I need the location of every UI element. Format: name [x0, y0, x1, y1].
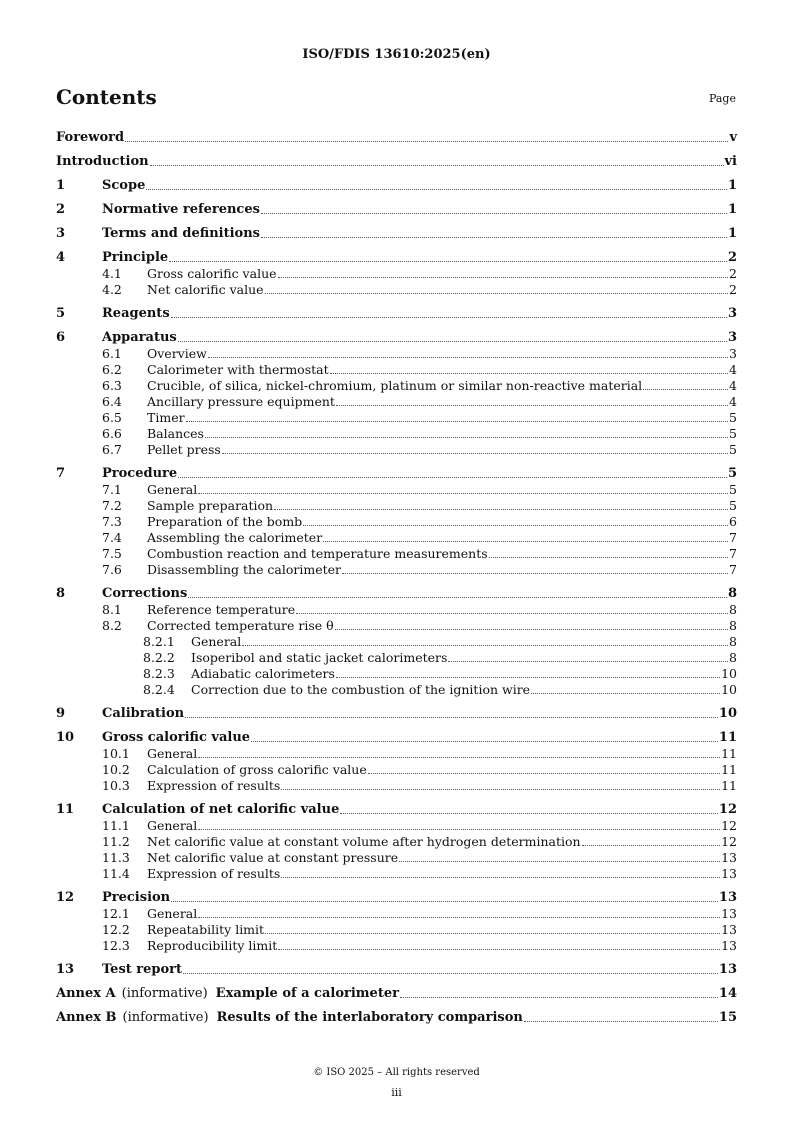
toc-dot-leader [342, 573, 728, 574]
toc-entry-page: 8 [727, 586, 737, 601]
toc-entry-title: Expression of results [147, 866, 281, 881]
toc-entry-page: 3 [727, 306, 737, 321]
toc-entry-title: Combustion reaction and temperature measurements [147, 546, 488, 561]
toc-dot-leader [274, 509, 728, 510]
toc-entry-page: 13 [721, 866, 737, 881]
toc-entry[interactable] [56, 985, 737, 1001]
toc-entry[interactable] [102, 601, 737, 617]
page-column-label: Page [708, 92, 736, 105]
toc-entry-number: 7.5 [102, 546, 122, 561]
toc-entry-page: v [729, 130, 737, 145]
toc-entry-title: Calculation of net calorific value [102, 802, 340, 817]
toc-entry-number: 3 [56, 226, 66, 241]
page-title: Contents [56, 85, 157, 109]
toc-entry[interactable] [56, 585, 737, 601]
toc-entry-number: 6 [56, 330, 66, 345]
toc-entry-page: 7 [729, 562, 737, 577]
toc-entry[interactable] [143, 649, 737, 665]
toc-dot-leader [399, 861, 720, 862]
toc-entry-title: General [147, 818, 198, 833]
toc-dot-leader [643, 389, 728, 390]
toc-dot-leader [208, 357, 728, 358]
toc-entry-page: 13 [718, 962, 737, 977]
toc-entry-title: Reference temperature [147, 602, 296, 617]
toc-entry[interactable] [102, 849, 737, 865]
toc-entry-number: 13 [56, 962, 75, 977]
toc-entry[interactable] [102, 425, 737, 441]
toc-dot-leader [251, 741, 718, 742]
toc-dot-leader [582, 845, 721, 846]
toc-entry-page: 3 [729, 346, 737, 361]
toc-entry[interactable] [102, 529, 737, 545]
toc-dot-leader [242, 645, 728, 646]
toc-entry-number: 4.2 [102, 282, 122, 297]
toc-entry-page: 4 [729, 394, 737, 409]
toc-entry-title: Gross calorific value [147, 266, 277, 281]
toc-entry[interactable] [143, 681, 737, 697]
toc-dot-leader [340, 813, 718, 814]
toc-entry-number: 7.1 [102, 482, 122, 497]
toc-entry-number: 1 [56, 178, 66, 193]
toc-entry-title: General [147, 906, 198, 921]
toc-entry-title: General [147, 482, 198, 497]
toc-entry-page: 8 [729, 618, 737, 633]
toc-entry[interactable] [56, 153, 737, 169]
toc-entry[interactable] [102, 921, 737, 937]
toc-entry-title: Apparatus [102, 330, 177, 345]
toc-dot-leader [448, 661, 728, 662]
toc-entry[interactable] [102, 905, 737, 921]
toc-entry-title: Expression of results [147, 778, 281, 793]
toc-entry-page: 13 [718, 890, 737, 905]
toc-dot-leader [336, 677, 720, 678]
toc-dot-leader [178, 341, 727, 342]
toc-entry-title: Results of the interlaboratory comparison [216, 1010, 523, 1025]
toc-entry-number: 9 [56, 706, 66, 721]
toc-dot-leader [524, 1021, 718, 1022]
toc-dot-leader [281, 789, 720, 790]
toc-dot-leader [303, 525, 728, 526]
toc-entry-page: 3 [727, 330, 737, 345]
toc-entry-page: 7 [729, 530, 737, 545]
toc-entry[interactable] [102, 561, 737, 577]
toc-entry-title: Net calorific value [147, 282, 264, 297]
toc-entry-title: Corrections [102, 586, 188, 601]
toc-entry-number: 10.3 [102, 778, 130, 793]
toc-entry-number: 10.1 [102, 746, 130, 761]
toc-entry[interactable] [56, 201, 737, 217]
toc-dot-leader [205, 437, 728, 438]
toc-entry-title: Adiabatic calorimeters [191, 666, 335, 681]
toc-dot-leader [330, 373, 728, 374]
toc-entry-page: vi [724, 154, 737, 169]
toc-dot-leader [178, 477, 727, 478]
toc-entry[interactable] [102, 409, 737, 425]
toc-dot-leader [146, 189, 727, 190]
toc-dot-leader [186, 421, 728, 422]
toc-dot-leader [261, 213, 727, 214]
toc-entry-page: 1 [727, 178, 737, 193]
toc-entry-page: 2 [729, 266, 737, 281]
toc-entry-page: 4 [729, 362, 737, 377]
toc-entry-page: 13 [721, 922, 737, 937]
toc-dot-leader [368, 773, 720, 774]
toc-entry[interactable] [102, 377, 737, 393]
toc-dot-leader [336, 405, 728, 406]
toc-dot-leader [323, 541, 728, 542]
toc-entry-page: 2 [729, 282, 737, 297]
toc-entry-title: General [191, 634, 242, 649]
toc-dot-leader [171, 317, 727, 318]
toc-entry-page: 5 [729, 426, 737, 441]
footer-page-number: iii [391, 1086, 402, 1099]
toc-entry[interactable] [56, 329, 737, 345]
toc-entry-number: 11.3 [102, 850, 130, 865]
toc-entry-number: 7.4 [102, 530, 122, 545]
toc-entry[interactable] [102, 545, 737, 561]
doc-id: ISO/FDIS 13610:2025(en) [302, 47, 491, 62]
toc-entry[interactable] [56, 961, 737, 977]
toc-entry-page: 11 [718, 730, 737, 745]
toc-entry[interactable] [102, 345, 737, 361]
toc-annex-label: Annex A [56, 986, 116, 1001]
toc-entry-number: 6.7 [102, 442, 122, 457]
toc-entry-number: 10 [56, 730, 75, 745]
toc-entry-title: Net calorific value at constant volume after hydrogen determination [147, 834, 581, 849]
toc-entry[interactable] [56, 129, 737, 145]
toc-entry[interactable] [56, 225, 737, 241]
toc-entry-title: Normative references [102, 202, 260, 217]
toc-entry-number: 11.1 [102, 818, 130, 833]
toc-entry-number: 8.1 [102, 602, 122, 617]
toc-entry-title: Calorimeter with thermostat [147, 362, 329, 377]
toc-dot-leader [489, 557, 728, 558]
footer-copyright: © ISO 2025 – All rights reserved [313, 1067, 480, 1078]
toc-entry-number: 11 [56, 802, 75, 817]
toc-entry-page: 11 [721, 746, 737, 761]
toc-entry-title: Example of a calorimeter [215, 986, 399, 1001]
toc-entry-number: 6.5 [102, 410, 122, 425]
toc-annex-informative: (informative) [121, 986, 208, 1001]
toc-entry-title: Reagents [102, 306, 170, 321]
toc-entry[interactable] [102, 937, 737, 953]
toc-entry-number: 12.2 [102, 922, 130, 937]
toc-entry-page: 5 [729, 498, 737, 513]
toc-entry-title: Ancillary pressure equipment [147, 394, 335, 409]
toc-entry-title: Precision [102, 890, 171, 905]
toc-dot-leader [281, 877, 720, 878]
toc-entry-title: Repeatability limit [147, 922, 265, 937]
toc-entry-number: 8.2.2 [143, 650, 175, 665]
toc-entry[interactable] [56, 465, 737, 481]
toc-entry-page: 12 [721, 834, 737, 849]
toc-entry-number: 12.1 [102, 906, 130, 921]
toc-entry-title: Crucible, of silica, nickel-chromium, platinum or similar non-reactive material [147, 378, 643, 393]
toc-entry-page: 13 [721, 938, 737, 953]
toc-entry-number: 11.4 [102, 866, 130, 881]
toc-entry-title: Calculation of gross calorific value [147, 762, 367, 777]
toc-entry-page: 8 [729, 650, 737, 665]
toc-dot-leader [265, 933, 720, 934]
toc-entry[interactable] [102, 617, 737, 633]
toc-entry-title: Foreword [56, 130, 125, 145]
toc-entry-title: Principle [102, 250, 169, 265]
toc-entry-title: Correction due to the combustion of the ignition wire [191, 682, 531, 697]
toc-entry[interactable] [102, 441, 737, 457]
toc-entry-page: 4 [729, 378, 737, 393]
toc-dot-leader [278, 277, 729, 278]
toc-entry[interactable] [102, 513, 737, 529]
toc-entry-number: 11.2 [102, 834, 130, 849]
toc-entry-number: 6.6 [102, 426, 122, 441]
toc-dot-leader [198, 757, 720, 758]
toc-entry-title: Procedure [102, 466, 178, 481]
toc-dot-leader [125, 141, 728, 142]
toc-entry-title: Scope [102, 178, 146, 193]
toc-entry-title: Calibration [102, 706, 185, 721]
toc-dot-leader [198, 493, 728, 494]
toc-entry-number: 6.2 [102, 362, 122, 377]
toc-entry-title: Gross calorific value [102, 730, 251, 745]
toc-entry[interactable] [56, 305, 737, 321]
toc-entry-number: 2 [56, 202, 66, 217]
toc-entry-page: 13 [721, 906, 737, 921]
toc-dot-leader [265, 293, 728, 294]
toc-entry-title: Test report [102, 962, 183, 977]
toc-entry-page: 8 [729, 634, 737, 649]
toc-entry-page: 8 [729, 602, 737, 617]
toc-entry[interactable] [102, 761, 737, 777]
toc-entry-number: 4 [56, 250, 66, 265]
toc-dot-leader [169, 261, 727, 262]
toc-entry-page: 12 [718, 802, 737, 817]
toc-entry-title: Pellet press [147, 442, 221, 457]
toc-entry[interactable] [56, 705, 737, 721]
toc-entry-page: 12 [721, 818, 737, 833]
toc-entry[interactable] [102, 817, 737, 833]
toc-entry-title: Introduction [56, 154, 149, 169]
toc-entry[interactable] [56, 1009, 737, 1025]
toc-dot-leader [171, 901, 718, 902]
toc-entry-page: 1 [727, 202, 737, 217]
toc-annex-label: Annex B [56, 1010, 117, 1025]
toc-entry[interactable] [102, 777, 737, 793]
toc-entry-page: 5 [729, 442, 737, 457]
toc-dot-leader [150, 165, 724, 166]
toc-entry-title: Net calorific value at constant pressure [147, 850, 399, 865]
toc-dot-leader [188, 597, 727, 598]
toc-entry-number: 8.2.4 [143, 682, 175, 697]
toc-entry-page: 10 [718, 706, 737, 721]
toc-dot-leader [261, 237, 727, 238]
toc-entry-number: 7.3 [102, 514, 122, 529]
toc-entry-number: 8 [56, 586, 66, 601]
toc-entry-title: Disassembling the calorimeter [147, 562, 342, 577]
toc-entry-page: 13 [721, 850, 737, 865]
toc-entry[interactable] [56, 889, 737, 905]
toc-entry-page: 15 [718, 1010, 737, 1025]
toc-dot-leader [278, 949, 720, 950]
toc-entry-title: Timer [147, 410, 185, 425]
toc-dot-leader [335, 629, 728, 630]
toc-entry[interactable] [143, 633, 737, 649]
toc-entry-number: 8.2.1 [143, 634, 175, 649]
toc-entry-number: 5 [56, 306, 66, 321]
toc-entry-title: Terms and definitions [102, 226, 260, 241]
toc-entry[interactable] [102, 497, 737, 513]
toc-entry[interactable] [102, 481, 737, 497]
toc-entry-number: 12.3 [102, 938, 130, 953]
toc-dot-leader [185, 717, 718, 718]
toc-entry-number: 10.2 [102, 762, 130, 777]
toc-entry-number: 8.2.3 [143, 666, 175, 681]
toc-entry[interactable] [143, 665, 737, 681]
toc-entry[interactable] [102, 281, 737, 297]
toc-dot-leader [296, 613, 728, 614]
toc-entry-title: Balances [147, 426, 204, 441]
toc-entry[interactable] [102, 865, 737, 881]
toc-entry[interactable] [102, 745, 737, 761]
toc-entry-title: Overview [147, 346, 207, 361]
toc-entry[interactable] [56, 729, 737, 745]
toc-dot-leader [183, 973, 718, 974]
toc-entry-page: 1 [727, 226, 737, 241]
toc-entry-page: 11 [721, 778, 737, 793]
toc-entry-title: Assembling the calorimeter [147, 530, 323, 545]
toc-dot-leader [400, 997, 718, 998]
toc-entry[interactable] [56, 249, 737, 265]
toc-entry-page: 2 [727, 250, 737, 265]
toc-dot-leader [222, 453, 728, 454]
toc-entry-title: Reproducibility limit [147, 938, 278, 953]
toc-entry-number: 7.6 [102, 562, 122, 577]
toc-entry-title: Corrected temperature rise θ [147, 618, 334, 633]
toc-entry-title: Sample preparation [147, 498, 274, 513]
toc-dot-leader [198, 829, 720, 830]
toc-entry[interactable] [102, 361, 737, 377]
toc-entry-number: 12 [56, 890, 75, 905]
toc-annex-informative: (informative) [122, 1010, 209, 1025]
toc-dot-leader [531, 693, 720, 694]
toc-entry-page: 7 [729, 546, 737, 561]
toc-entry-number: 6.4 [102, 394, 122, 409]
toc-entry[interactable] [102, 833, 737, 849]
toc-entry-page: 14 [718, 986, 737, 1001]
toc-entry-page: 5 [729, 482, 737, 497]
toc-entry-number: 7.2 [102, 498, 122, 513]
toc-entry-number: 6.3 [102, 378, 122, 393]
toc-entry[interactable] [102, 393, 737, 409]
toc-entry-number: 4.1 [102, 266, 122, 281]
toc-entry-number: 7 [56, 466, 66, 481]
toc-entry-title: General [147, 746, 198, 761]
toc-entry-page: 5 [729, 410, 737, 425]
toc-entry[interactable] [56, 177, 737, 193]
toc-entry[interactable] [102, 265, 737, 281]
toc-entry-page: 6 [729, 514, 737, 529]
toc-entry-page: 10 [721, 682, 737, 697]
toc-entry-title: Isoperibol and static jacket calorimeters [191, 650, 448, 665]
toc-entry-page: 10 [721, 666, 737, 681]
toc-entry-title: Preparation of the bomb [147, 514, 303, 529]
toc-entry-number: 8.2 [102, 618, 122, 633]
toc-dot-leader [198, 917, 720, 918]
toc-entry-page: 5 [727, 466, 737, 481]
toc-entry-page: 11 [721, 762, 737, 777]
toc-entry-number: 6.1 [102, 346, 122, 361]
toc-entry[interactable] [56, 801, 737, 817]
